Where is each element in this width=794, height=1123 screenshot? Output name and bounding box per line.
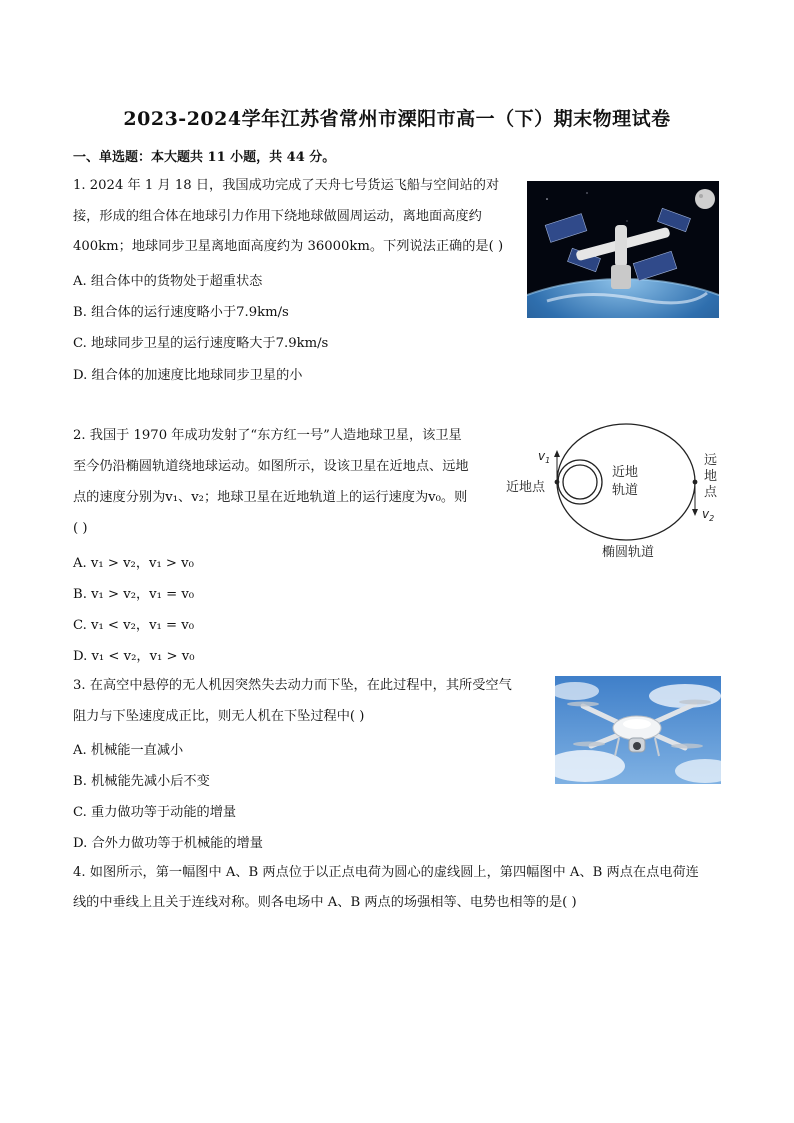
far-point-label-2: 地 <box>704 469 718 484</box>
section-header: 一、单选题：本大题共 11 小题，共 44 分。 <box>73 150 336 165</box>
q2-stem-line: 至今仍沿椭圆轨道绕地球运动。如图所示，设该卫星在近地点、远地 <box>73 459 469 474</box>
q3-option-d: D. 合外力做功等于机械能的增量 <box>73 836 263 851</box>
v2-label: $v_2$ <box>702 507 715 523</box>
ellipse-orbit-label: 椭圆轨道 <box>602 545 655 560</box>
q1-option-b: B. 组合体的运行速度略小于7.9km/s <box>73 305 289 320</box>
near-point-dot <box>555 480 560 485</box>
v1-label: $v_1$ <box>538 449 551 465</box>
q3-stem-line: 3. 在高空中悬停的无人机因突然失去动力而下坠，在此过程中，其所受空气 <box>73 678 512 693</box>
elliptical-orbit <box>557 424 695 540</box>
q2-stem-line: 点的速度分别为v₁、v₂；地球卫星在近地轨道上的运行速度为v₀。则 <box>73 490 468 505</box>
q1-stem-line: 400km；地球同步卫星离地面高度约为 36000km。下列说法正确的是( ) <box>73 239 504 254</box>
q2-option-b: B. v₁ > v₂，v₁ = v₀ <box>73 587 195 602</box>
q2-stem-line: ( ) <box>73 521 88 536</box>
q2-stem-line: 2. 我国于 1970 年成功发射了“东方红一号”人造地球卫星，该卫星 <box>73 428 462 443</box>
q1-option-c: C. 地球同步卫星的运行速度略大于7.9km/s <box>73 336 329 351</box>
orbit-diagram <box>500 420 730 570</box>
q2-option-d: D. v₁ < v₂，v₁ > v₀ <box>73 649 195 664</box>
q4-stem-line: 4. 如图所示，第一幅图中 A、B 两点位于以正点电荷为圆心的虚线圆上，第四幅图中 A、B 两点在点电荷连 <box>73 865 699 880</box>
near-orbit-label-1: 近地 <box>612 465 639 480</box>
near-earth-orbit <box>558 460 602 504</box>
far-point-dot <box>693 480 698 485</box>
near-point-label: 近地点 <box>506 480 546 495</box>
q2-option-a: A. v₁ > v₂，v₁ > v₀ <box>73 556 194 571</box>
space-station-photo <box>527 181 719 318</box>
q2-option-c: C. v₁ < v₂，v₁ = v₀ <box>73 618 195 633</box>
q4-stem-line: 线的中垂线上且关于连线对称。则各电场中 A、B 两点的场强相等、电势也相等的是( ) <box>73 895 577 910</box>
earth <box>563 465 597 499</box>
q3-stem-line: 阻力与下坠速度成正比，则无人机在下坠过程中( ) <box>73 709 365 724</box>
near-orbit-label-2: 轨道 <box>612 483 639 498</box>
q3-option-c: C. 重力做功等于动能的增量 <box>73 805 237 820</box>
drone-photo <box>555 676 721 784</box>
q1-stem-line: 1. 2024 年 1 月 18 日，我国成功完成了天舟七号货运飞船与空间站的对 <box>73 178 500 193</box>
far-point-label-1: 远 <box>704 453 718 468</box>
q3-option-b: B. 机械能先减小后不变 <box>73 774 210 789</box>
q1-option-a: A. 组合体中的货物处于超重状态 <box>73 274 263 289</box>
q1-option-d: D. 组合体的加速度比地球同步卫星的小 <box>73 368 303 383</box>
q3-option-a: A. 机械能一直减小 <box>73 743 184 758</box>
page-title: 2023-2024学年江苏省常州市溧阳市高一（下）期末物理试卷 <box>123 108 671 130</box>
far-point-label-3: 点 <box>704 485 718 500</box>
q1-stem-line: 接，形成的组合体在地球引力作用下绕地球做圆周运动，离地面高度约 <box>73 209 482 224</box>
